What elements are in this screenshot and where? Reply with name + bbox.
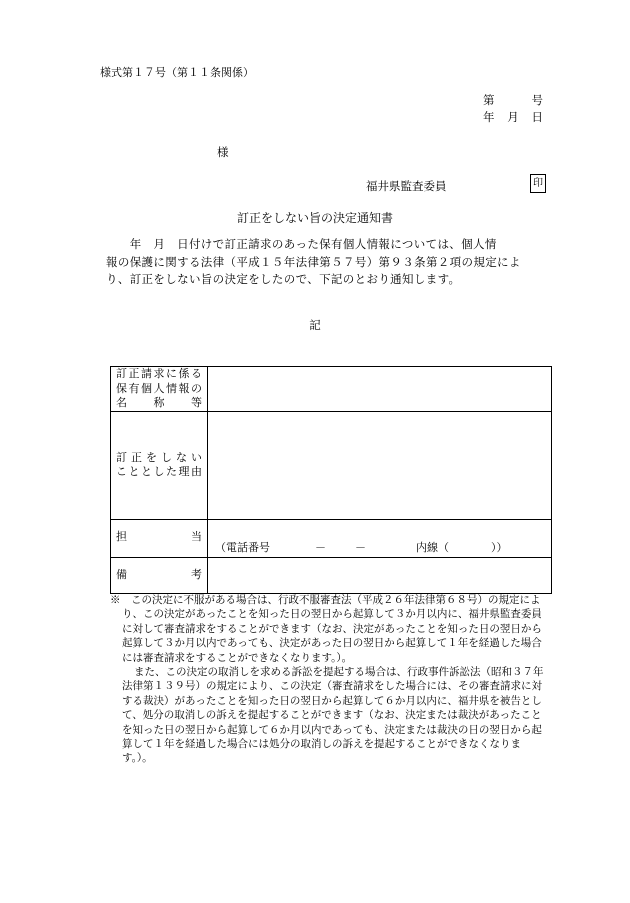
date-month: 月 — [507, 110, 519, 124]
table-row — [111, 557, 552, 593]
body-line: 報の保護に関する法律（平成１５年法律第５７号）第９３条第２項の規定によ — [106, 254, 521, 269]
document-date — [483, 109, 543, 125]
extension-label: 内線（ — [416, 540, 449, 554]
info-name-label — [111, 367, 208, 412]
info-name-value[interactable] — [208, 367, 552, 412]
number-suffix: 号 — [531, 93, 543, 107]
reason-value[interactable] — [208, 411, 552, 519]
table-row — [111, 411, 552, 519]
note-paragraph: また、この決定の取消しを求める訴訟を提起する場合は、行政事件訴訟法（昭和３７年法律第１３９号）の規定により、この決定（審査請求をした場合には、その審査請求に対する裁決）があったことを知った日の翌日から起算して６か月以内に、福井県を被告として、処分の取消しの訴えを提起することができます（なお、決定または裁決があったことを知った日の翌日から起算して６か月以内であっても、決定または裁決の日の翌日から起算して１年を経過した場合には処分の取消しの訴えを提起することができなくなります。）。 — [122, 666, 544, 765]
phone-dash: － — [315, 540, 326, 554]
form-number: 様式第１７号（第１１条関係） — [100, 66, 254, 79]
seal-mark: 印 — [530, 174, 546, 193]
label-line: こととした理由 — [116, 465, 202, 478]
appeal-note — [110, 593, 550, 766]
label-line: 備 考 — [116, 567, 202, 581]
document-number — [483, 92, 543, 108]
body-text — [106, 236, 558, 289]
label-line: 訂正請求に係る — [116, 367, 202, 380]
table-row — [111, 367, 552, 412]
remarks-label — [111, 557, 208, 593]
phone-dash: － — [355, 540, 366, 554]
phone-close: ）） — [491, 540, 508, 554]
label-line: 訂 正 を し な い — [116, 450, 202, 464]
addressee: 様 — [217, 145, 229, 159]
reason-label — [111, 411, 208, 519]
date-year: 年 — [483, 110, 495, 124]
document-title: 訂正をしない旨の決定通知書 — [236, 211, 393, 225]
table-row — [111, 519, 552, 557]
ki-heading: 記 — [309, 318, 321, 332]
contact-value[interactable] — [208, 519, 552, 557]
label-line: 名 称 等 — [116, 396, 202, 409]
contact-label — [111, 519, 208, 557]
body-line: 年 月 日付けで訂正請求のあった保有個人情報については、個人情 — [106, 237, 497, 251]
phone-label: （電話番号 — [215, 540, 270, 554]
number-prefix: 第 — [483, 93, 495, 107]
sender: 福井県監査委員 — [366, 179, 447, 193]
remarks-value[interactable] — [208, 557, 552, 593]
date-day: 日 — [531, 110, 543, 124]
label-line: 保有個人情報の — [116, 381, 202, 395]
label-line: 担 当 — [116, 529, 202, 543]
notice-table — [110, 366, 552, 594]
note-paragraph: ※ この決定に不服がある場合は、行政不服審査法（平成２６年法律第６８号）の規定により、この決定があったことを知った日の翌日から起算して３か月以内に、福井県監査委員に対して審査請求をすることができます（なお、決定があったことを知った日の翌日から起算して３か月以内であっても、決定があった日の翌日から起算して１年を経過した場合には審査請求をすることができなくなります。）。 — [110, 594, 542, 664]
body-line: り、訂正をしない旨の決定をしたので、下記のとおり通知します。 — [106, 272, 461, 286]
